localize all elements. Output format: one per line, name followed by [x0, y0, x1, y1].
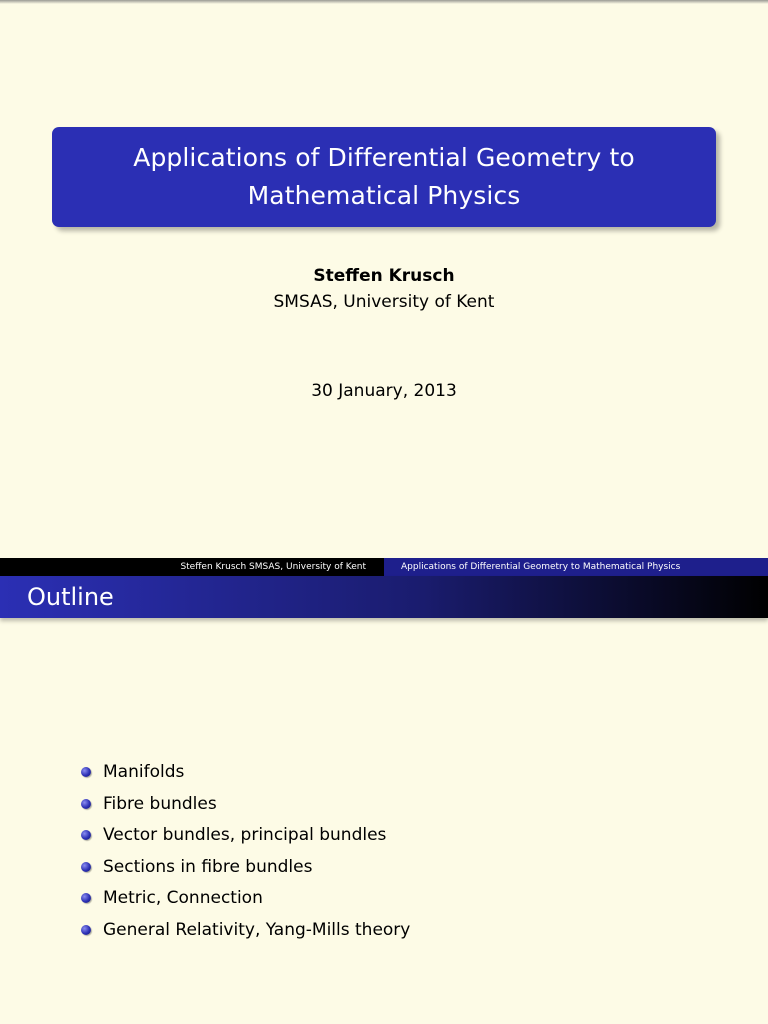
list-item — [80, 789, 680, 821]
list-item — [80, 883, 680, 915]
footer-author-institute: Steffen Krusch SMSAS, University of Kent — [0, 558, 384, 576]
bullet-icon — [81, 893, 91, 903]
author-institute: SMSAS, University of Kent — [273, 292, 495, 312]
list-item — [80, 852, 680, 884]
bullet-icon — [81, 862, 91, 872]
bullet-icon — [81, 830, 91, 840]
list-item-label: Fibre bundles — [103, 793, 217, 814]
list-item-label: Vector bundles, principal bundles — [103, 825, 387, 846]
list-item — [80, 757, 680, 789]
bullet-icon — [81, 767, 91, 777]
bullet-icon — [81, 799, 91, 809]
presentation-title: Applications of Differential Geometry to Mathematical Physics — [133, 143, 635, 210]
list-item-label: Metric, Connection — [103, 888, 263, 909]
slide-footer — [0, 558, 768, 576]
outline-frame-title — [0, 576, 768, 618]
list-item-label: Sections in fibre bundles — [103, 856, 313, 877]
title-box — [52, 127, 716, 227]
list-item-label: General Relativity, Yang-Mills theory — [103, 919, 411, 940]
title-slide — [0, 4, 768, 558]
outline-list — [80, 757, 680, 947]
presentation-date: 30 January, 2013 — [311, 381, 457, 401]
footer-title: Applications of Differential Geometry to Mathematical Physics — [384, 558, 768, 576]
list-item — [80, 915, 680, 947]
outline-heading: Outline — [27, 583, 114, 611]
author-name: Steffen Krusch — [313, 266, 455, 286]
list-item-label: Manifolds — [103, 762, 185, 782]
list-item — [80, 820, 680, 852]
bullet-icon — [81, 925, 91, 935]
